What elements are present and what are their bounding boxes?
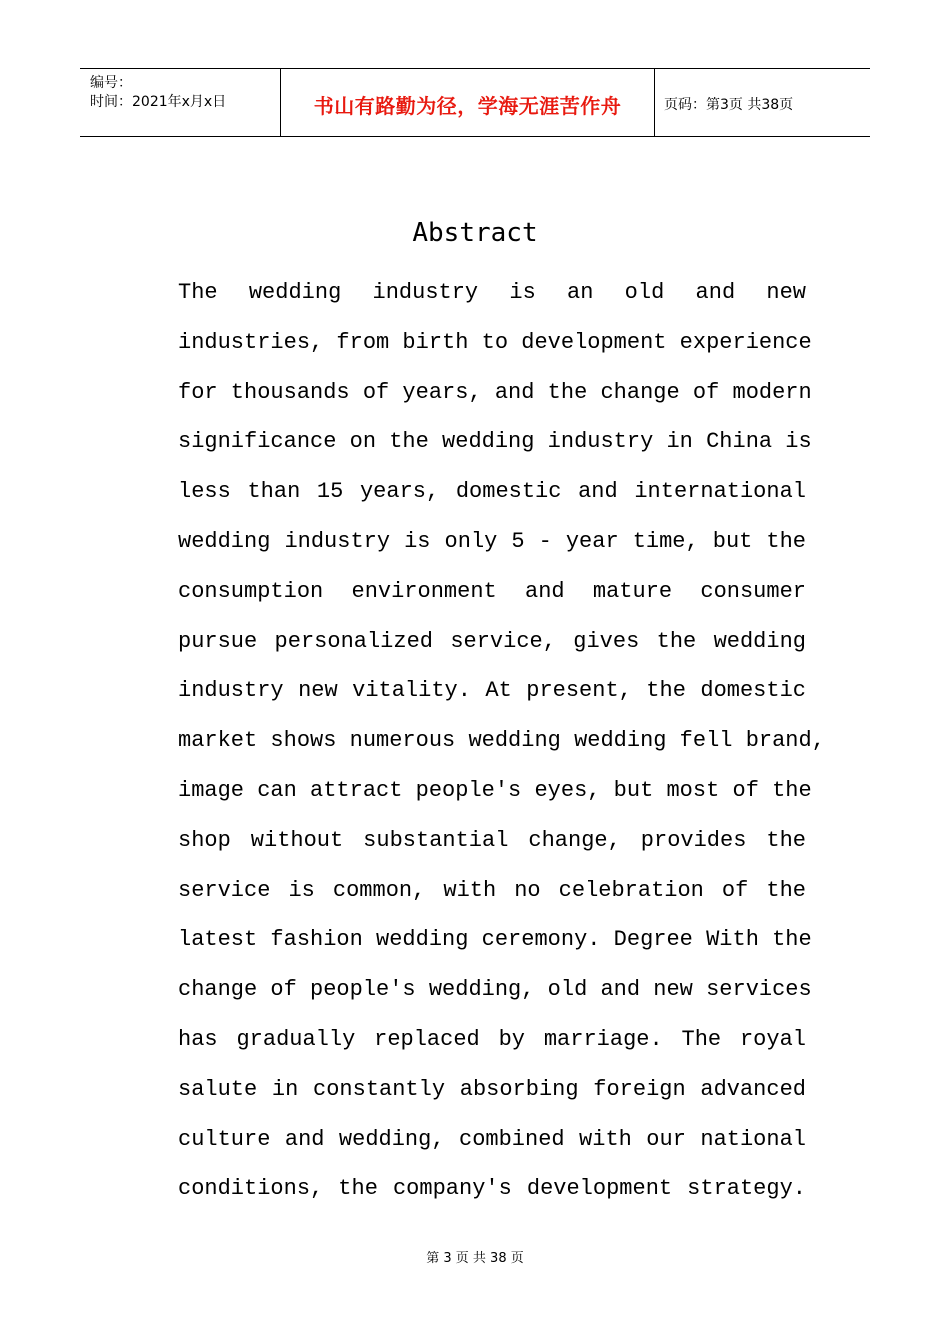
body-line: salute in constantly absorbing foreign advanced <box>178 1076 806 1102</box>
body-line: wedding industry is only 5 - year time, but the <box>178 528 806 554</box>
abstract-body <box>178 268 825 1214</box>
page-header <box>80 68 870 137</box>
body-line: market shows numerous wedding wedding fell brand, <box>178 728 825 754</box>
body-line: conditions, the company's development strategy. <box>178 1176 806 1202</box>
body-line: change of people's wedding, old and new services <box>178 977 812 1003</box>
body-line: image can attract people's eyes, but most of the <box>178 777 812 803</box>
header-page-cell <box>655 69 870 136</box>
body-line: consumption environment and mature consumer <box>178 578 806 604</box>
body-line: less than 15 years, domestic and international <box>178 479 806 505</box>
header-motto: 书山有路勤为径，学海无涯苦作舟 <box>313 94 622 118</box>
body-line: industries, from birth to development experience <box>178 329 812 355</box>
header-meta-cell <box>80 69 281 136</box>
body-line: significance on the wedding industry in China is <box>178 429 812 455</box>
body-line: shop without substantial change, provides the <box>178 827 806 853</box>
header-motto-cell <box>281 69 655 136</box>
body-line: has gradually replaced by marriage. The royal <box>178 1026 806 1052</box>
body-line: service is common, with no celebration of the <box>178 877 806 903</box>
body-line: The wedding industry is an old and new <box>178 280 806 305</box>
body-line: culture and wedding, combined with our national <box>178 1126 806 1152</box>
body-line: latest fashion wedding ceremony. Degree With the <box>178 927 812 953</box>
body-line: pursue personalized service, gives the wedding <box>178 628 806 654</box>
body-line: industry new vitality. At present, the domestic <box>178 678 806 704</box>
document-date-label: 时间：2021年x月x日 <box>90 94 227 110</box>
header-page-info: 页码：第3页 共38页 <box>664 97 794 113</box>
body-line: for thousands of years, and the change of modern <box>178 379 812 405</box>
abstract-title: Abstract <box>412 218 538 248</box>
page-footer: 第 3 页 共 38 页 <box>426 1251 524 1266</box>
document-number-label: 编号： <box>90 75 132 91</box>
